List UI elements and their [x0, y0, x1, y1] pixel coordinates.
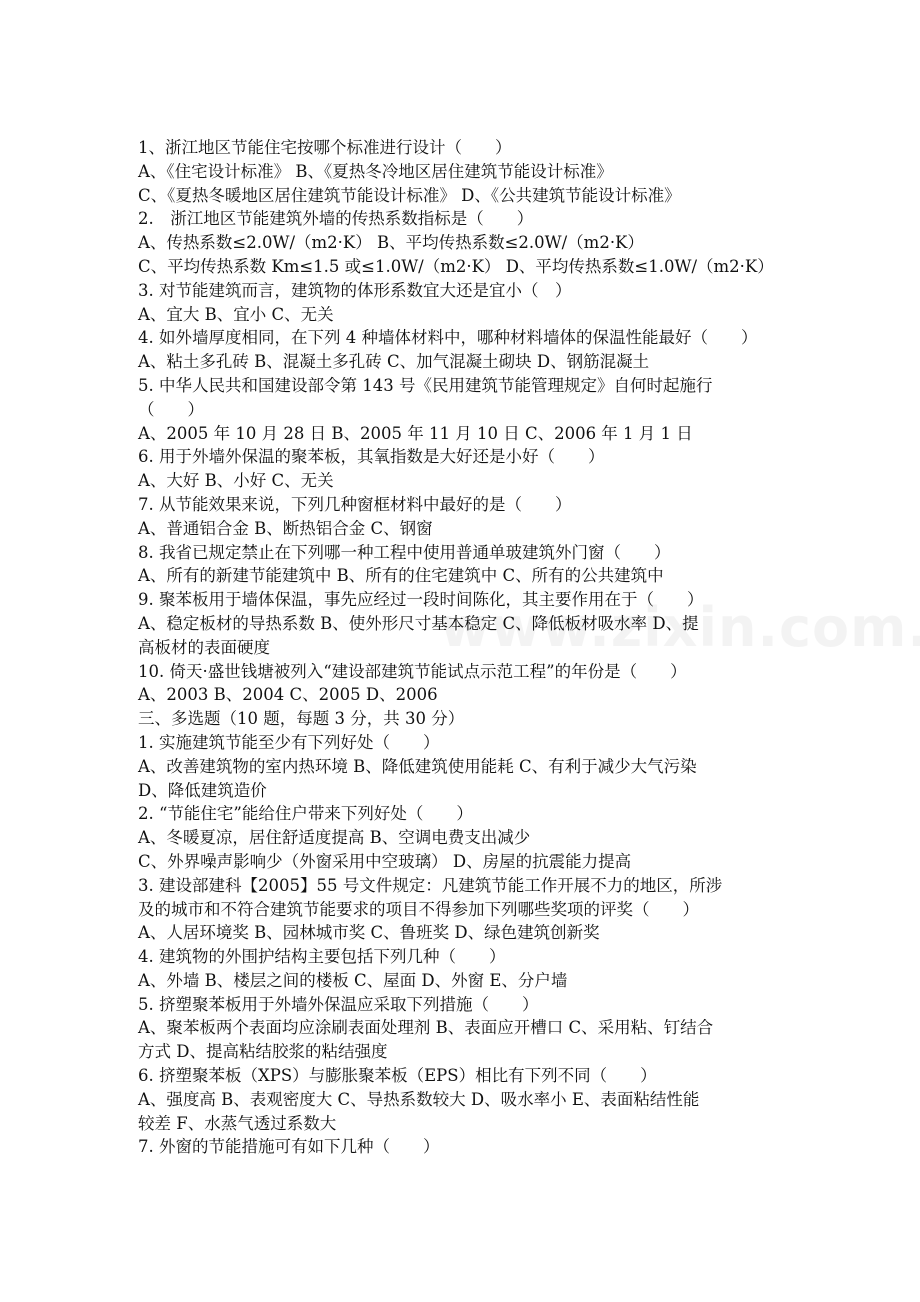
option-line: C、《夏热冬暖地区居住建筑节能设计标准》 D、《公共建筑节能设计标准》 — [138, 185, 681, 205]
option-line: C、外界噪声影响少（外窗采用中空玻璃） D、房屋的抗震能力提高 — [138, 851, 632, 871]
question-line: 1. 实施建筑节能至少有下列好处（ ） — [138, 732, 440, 752]
option-line: A、《住宅设计标准》 B、《夏热冬冷地区居住建筑节能设计标准》 — [138, 161, 613, 181]
option-line: A、强度高 B、表观密度大 C、导热系数较大 D、吸水率小 E、表面粘结性能 — [138, 1089, 700, 1109]
option-line: 高板材的表面硬度 — [138, 637, 270, 657]
option-line: A、2005 年 10 月 28 日 B、2005 年 11 月 10 日 C、2006 年 1 月 1 日 — [138, 423, 693, 443]
option-line: A、2003 B、2004 C、2005 D、2006 — [138, 685, 438, 705]
question-line: 2. “节能住宅”能给住户带来下列好处（ ） — [138, 804, 473, 824]
option-line: 方式 D、提高粘结胶浆的粘结强度 — [138, 1042, 388, 1062]
option-line: A、所有的新建节能建筑中 B、所有的住宅建筑中 C、所有的公共建筑中 — [138, 566, 664, 586]
question-line: 4. 建筑物的外围护结构主要包括下列几种（ ） — [138, 947, 506, 967]
option-line: C、平均传热系数 Km≤1.5 或≤1.0W/（m2·K） D、平均传热系数≤1.0W/（m2·K） — [138, 256, 774, 276]
question-line: 7. 从节能效果来说，下列几种窗框材料中最好的是（ ） — [138, 494, 572, 514]
option-line: A、人居环境奖 B、园林城市奖 C、鲁班奖 D、绿色建筑创新奖 — [138, 923, 600, 943]
section-heading: 三、多选题（10 题，每题 3 分，共 30 分） — [138, 709, 465, 729]
option-line: A、冬暖夏凉，居住舒适度提高 B、空调电费支出减少 — [138, 828, 531, 848]
question-line: 6. 挤塑聚苯板（XPS）与膨胀聚苯板（EPS）相比有下列不同（ ） — [138, 1066, 657, 1086]
question-line: 1、浙江地区节能住宅按哪个标准进行设计（ ） — [138, 138, 512, 157]
question-line: 3. 建设部建科【2005】55 号文件规定：凡建筑节能工作开展不力的地区，所涉 — [138, 875, 723, 895]
option-line: A、外墙 B、楼层之间的楼板 C、屋面 D、外窗 E、分户墙 — [138, 970, 568, 990]
option-line: A、宜大 B、宜小 C、无关 — [138, 304, 334, 324]
question-line: 3. 对节能建筑而言，建筑物的体形系数宜大还是宜小（ ） — [138, 280, 572, 300]
question-line: 5. 中华人民共和国建设部令第 143 号《民用建筑节能管理规定》自何时起施行 — [138, 375, 713, 395]
option-line: A、传热系数≤2.0W/（m2·K） B、平均传热系数≤2.0W/（m2·K） — [138, 233, 644, 253]
question-line: 6. 用于外墙外保温的聚苯板，其氧指数是大好还是小好（ ） — [138, 447, 605, 467]
question-line: （ ） — [138, 399, 204, 419]
option-line: 较差 F、水蒸气透过系数大 — [138, 1113, 337, 1133]
option-line: A、普通铝合金 B、断热铝合金 C、钢窗 — [138, 518, 433, 538]
option-line: A、聚苯板两个表面均应涂刷表面处理剂 B、表面应开槽口 C、采用粘、钉结合 — [138, 1018, 714, 1038]
option-line: D、降低建筑造价 — [138, 780, 267, 800]
option-line: A、大好 B、小好 C、无关 — [138, 471, 334, 491]
option-line: A、改善建筑物的室内热环境 B、降低建筑使用能耗 C、有利于减少大气污染 — [138, 756, 697, 776]
question-line: 9. 聚苯板用于墙体保温，事先应经过一段时间陈化，其主要作用在于（ ） — [138, 590, 704, 610]
question-line: 4. 如外墙厚度相同，在下列 4 种墙体材料中，哪种材料墙体的保温性能最好（ ） — [138, 328, 758, 348]
option-line: A、粘土多孔砖 B、混凝土多孔砖 C、加气混凝土砌块 D、钢筋混凝土 — [138, 352, 650, 372]
question-line: 2. 浙江地区节能建筑外墙的传热系数指标是（ ） — [138, 209, 534, 229]
document-text — [138, 136, 804, 1159]
question-line: 10. 倚天·盛世钱塘被列入“建设部建筑节能试点示范工程”的年份是（ ） — [138, 661, 687, 681]
question-line: 7. 外窗的节能措施可有如下几种（ ） — [138, 1137, 440, 1157]
question-line: 及的城市和不符合建筑节能要求的项目不得参加下列哪些奖项的评奖（ ） — [138, 899, 699, 919]
option-line: A、稳定板材的导热系数 B、使外形尺寸基本稳定 C、降低板材吸水率 D、提 — [138, 613, 699, 633]
question-line: 5. 挤塑聚苯板用于外墙外保温应采取下列措施（ ） — [138, 994, 539, 1014]
question-line: 8. 我省已规定禁止在下列哪一种工程中使用普通单玻建筑外门窗（ ） — [138, 542, 671, 562]
